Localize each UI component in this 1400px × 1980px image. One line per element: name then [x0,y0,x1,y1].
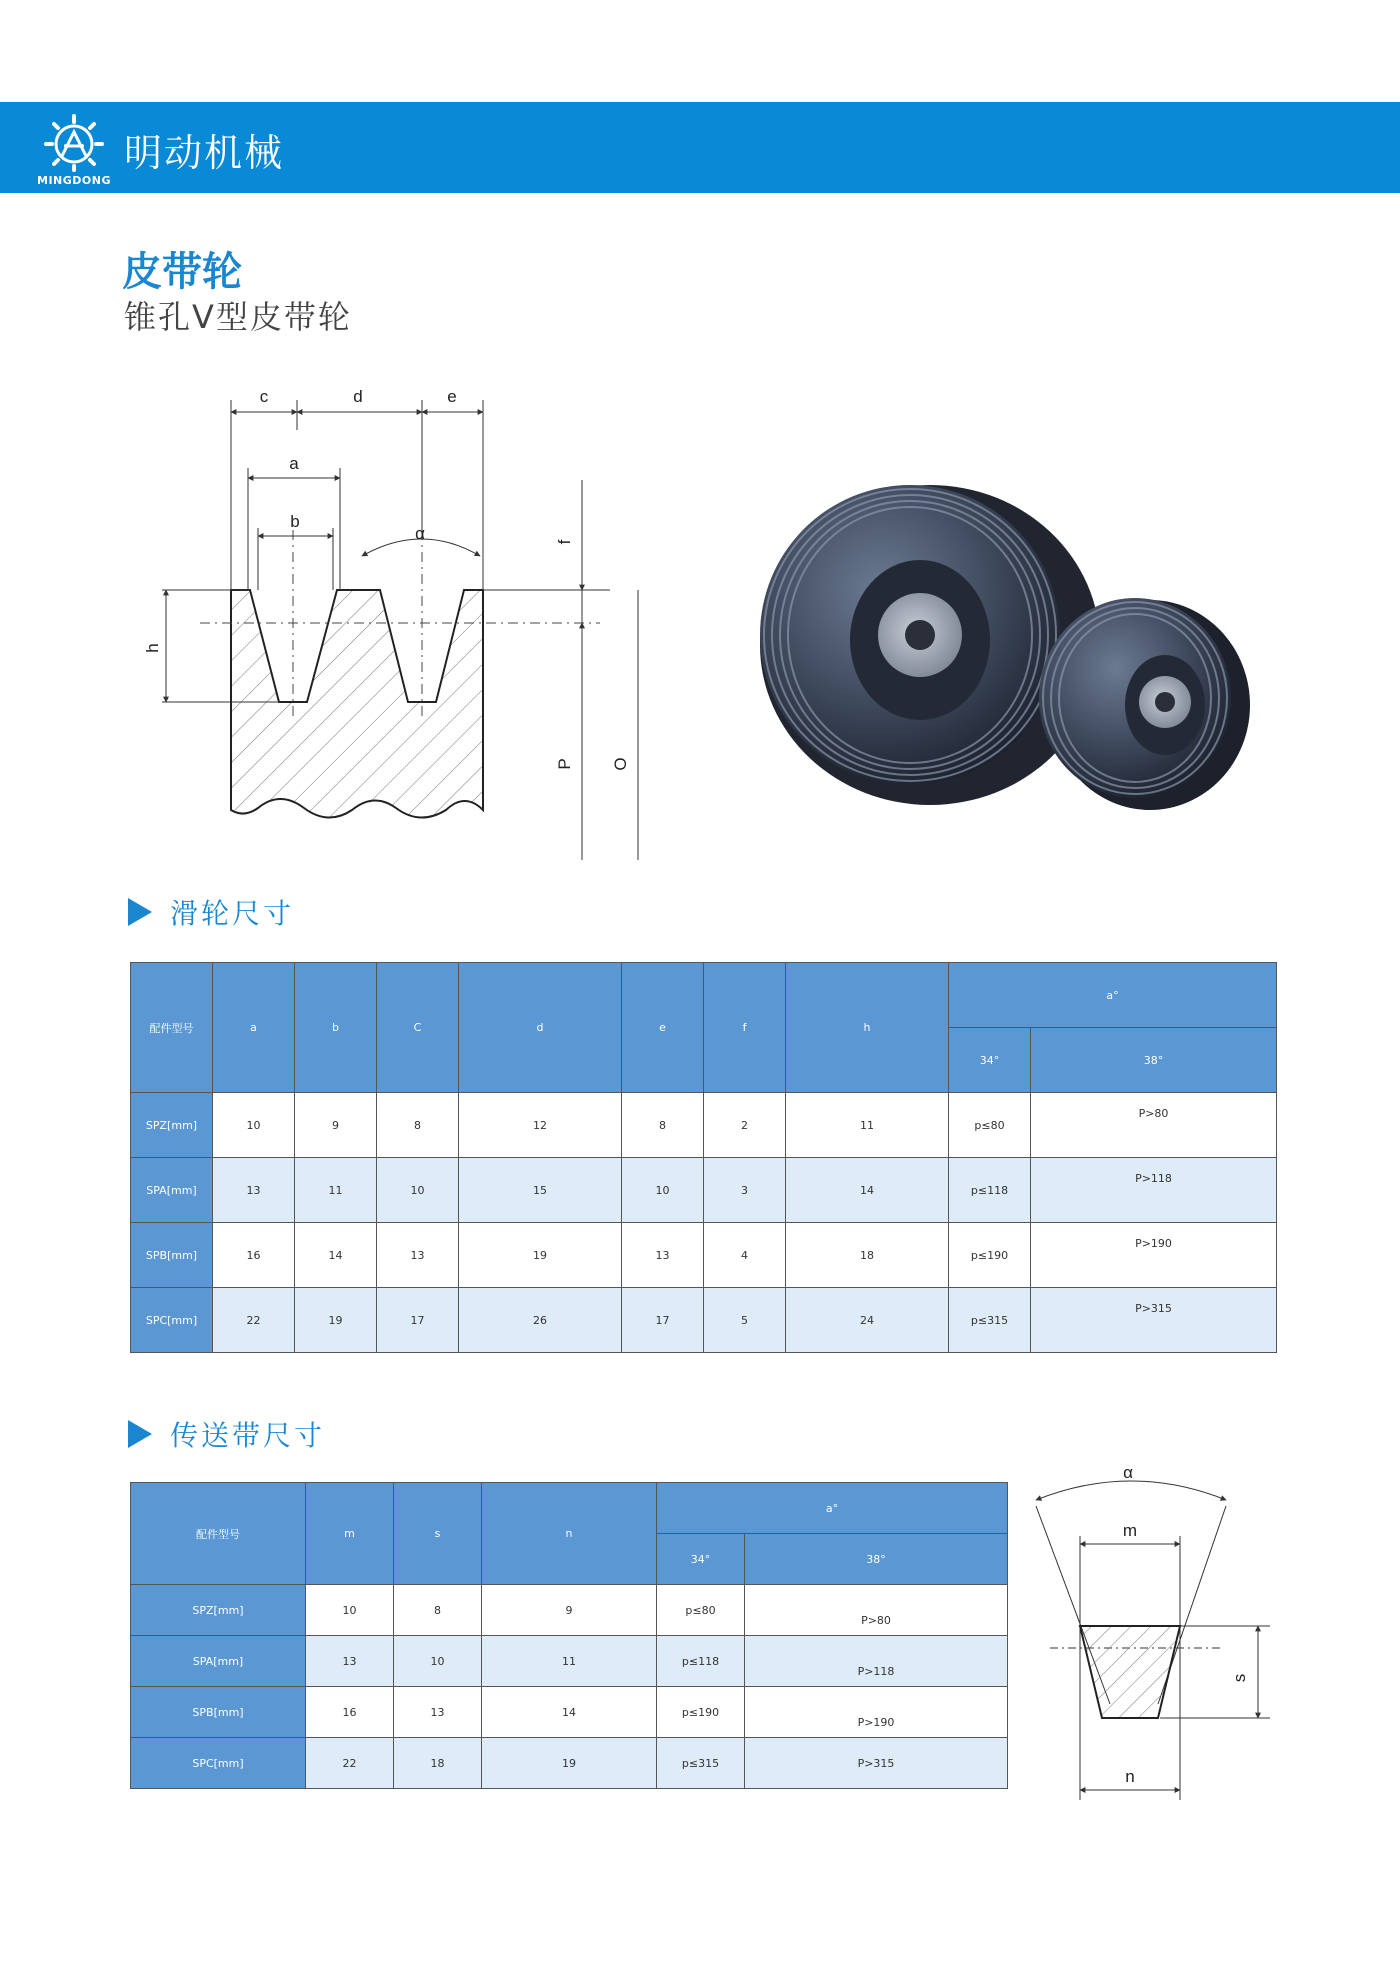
logo-text: MINGDONG [37,174,111,187]
header-h: h [786,963,949,1093]
section-title: 传送带尺寸 [170,1419,326,1452]
cell-38deg: P>118 [745,1636,1008,1687]
section-title: 滑轮尺寸 [170,897,295,930]
header-part: 配件型号 [131,963,213,1093]
row-label: SPB[mm] [131,1687,306,1738]
table-row [131,1158,1277,1223]
dim-label-alpha: α [1123,1463,1133,1482]
cell-e: 8 [622,1093,704,1158]
row-label: SPB[mm] [131,1223,213,1288]
header-34deg: 34° [657,1534,745,1585]
cell-38deg: P>190 [1031,1223,1277,1288]
cell-c: 8 [377,1093,459,1158]
cell-a: 10 [213,1093,295,1158]
cell-s: 10 [394,1636,482,1687]
dim-label-a: a [289,454,299,473]
table-row [131,1687,1008,1738]
cell-h: 14 [786,1158,949,1223]
cell-c: 13 [377,1223,459,1288]
table-header-row [131,963,1277,1028]
dim-label-f: f [555,539,574,545]
header-bar [0,102,1400,193]
cell-34deg: p≤190 [657,1687,745,1738]
cell-34deg: p≤80 [949,1093,1031,1158]
cell-38deg: P>80 [1031,1093,1277,1158]
cell-f: 2 [704,1093,786,1158]
cell-s: 13 [394,1687,482,1738]
dim-label-p: P [555,758,574,770]
company-name: 明动机械 [124,131,285,175]
header-38deg: 38° [745,1534,1008,1585]
cell-34deg: p≤118 [949,1158,1031,1223]
dim-label-s: s [1230,1673,1249,1683]
cell-h: 18 [786,1223,949,1288]
cell-s: 18 [394,1738,482,1789]
section-heading-belt-size [128,1412,448,1452]
cell-d: 26 [459,1288,622,1353]
header-34deg: 34° [949,1028,1031,1093]
header-d: d [459,963,622,1093]
row-label: SPC[mm] [131,1738,306,1789]
cell-c: 17 [377,1288,459,1353]
cell-b: 9 [295,1093,377,1158]
dim-label-o: O [611,757,630,771]
dim-label-c: c [259,387,269,406]
table-row [131,1093,1277,1158]
pulley-size-table [130,962,1277,1353]
header-alpha: a° [949,963,1277,1028]
dim-label-d: d [353,387,363,406]
cell-a: 13 [213,1158,295,1223]
cell-38deg: P>315 [745,1738,1008,1789]
row-label: SPC[mm] [131,1288,213,1353]
cell-m: 10 [306,1585,394,1636]
header-part: 配件型号 [131,1483,306,1585]
cell-b: 19 [295,1288,377,1353]
cell-m: 13 [306,1636,394,1687]
cell-d: 15 [459,1158,622,1223]
row-label: SPZ[mm] [131,1093,213,1158]
row-label: SPA[mm] [131,1158,213,1223]
header-c: C [377,963,459,1093]
cell-34deg: p≤80 [657,1585,745,1636]
header-m: m [306,1483,394,1585]
header-f: f [704,963,786,1093]
cell-b: 14 [295,1223,377,1288]
header-38deg: 38° [1031,1028,1277,1093]
cell-m: 22 [306,1738,394,1789]
triangle-bullet-icon [128,898,152,926]
page-subtitle: 锥孔V型皮带轮 [124,298,352,336]
table-row [131,1738,1008,1789]
cell-34deg: p≤315 [657,1738,745,1789]
cell-d: 19 [459,1223,622,1288]
page-title: 皮带轮 [122,249,242,295]
cell-e: 13 [622,1223,704,1288]
cell-34deg: p≤118 [657,1636,745,1687]
table-row [131,1585,1008,1636]
row-label: SPA[mm] [131,1636,306,1687]
dim-label-n: n [1125,1767,1135,1786]
cell-a: 22 [213,1288,295,1353]
cell-f: 4 [704,1223,786,1288]
table-row [131,1223,1277,1288]
dim-label-alpha: α [415,524,425,543]
header-a: a [213,963,295,1093]
cell-d: 12 [459,1093,622,1158]
cell-c: 10 [377,1158,459,1223]
pulley-groove-diagram [130,380,670,870]
cell-e: 17 [622,1288,704,1353]
triangle-bullet-icon [128,1420,152,1448]
cell-h: 11 [786,1093,949,1158]
cell-38deg: P>80 [745,1585,1008,1636]
header-e: e [622,963,704,1093]
header-s: s [394,1483,482,1585]
dim-label-e: e [447,387,457,406]
cell-m: 16 [306,1687,394,1738]
cell-b: 11 [295,1158,377,1223]
cell-38deg: P>190 [745,1687,1008,1738]
cell-s: 8 [394,1585,482,1636]
cell-34deg: p≤315 [949,1288,1031,1353]
belt-size-table [130,1482,1008,1789]
cell-e: 10 [622,1158,704,1223]
header-b: b [295,963,377,1093]
dim-label-m: m [1122,1521,1138,1540]
table-row [131,1636,1008,1687]
cell-f: 5 [704,1288,786,1353]
cell-a: 16 [213,1223,295,1288]
dim-label-h: h [143,643,162,653]
cell-34deg: p≤190 [949,1223,1031,1288]
cell-n: 11 [482,1636,657,1687]
belt-cross-section-diagram [1020,1440,1320,1810]
dim-label-b: b [290,512,300,531]
table-row [131,1288,1277,1353]
header-n: n [482,1483,657,1585]
cell-n: 14 [482,1687,657,1738]
cell-n: 9 [482,1585,657,1636]
cell-38deg: P>315 [1031,1288,1277,1353]
cell-n: 19 [482,1738,657,1789]
cell-f: 3 [704,1158,786,1223]
header-alpha: a° [657,1483,1008,1534]
cell-38deg: P>118 [1031,1158,1277,1223]
section-heading-pulley-size [128,890,428,930]
row-label: SPZ[mm] [131,1585,306,1636]
pulley-product-image [760,480,1250,810]
cell-h: 24 [786,1288,949,1353]
table-header-row [131,1483,1008,1534]
